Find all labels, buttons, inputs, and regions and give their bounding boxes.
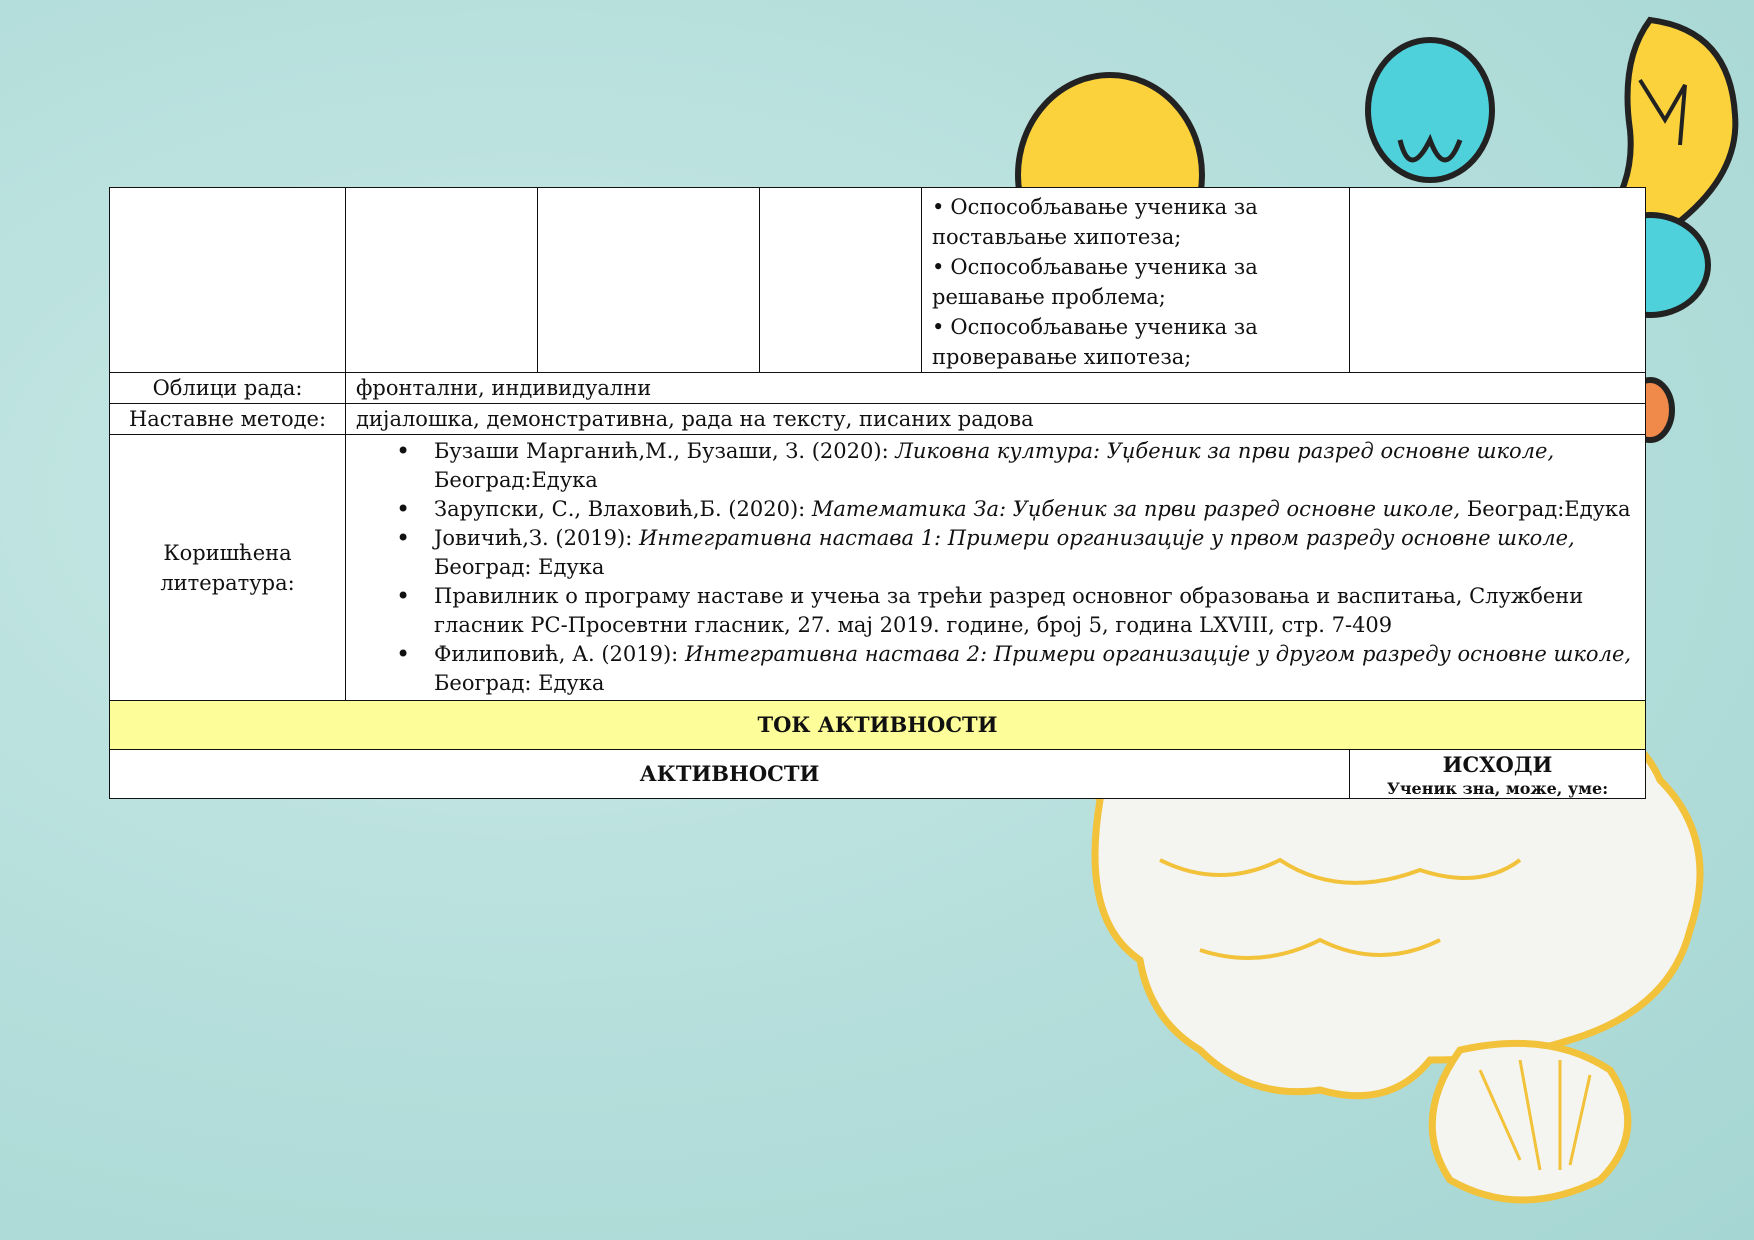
goal-item: • Оспособљавање ученика за постављање хипотеза; — [932, 195, 1258, 249]
literature-item: • Зарупски, С., Влаховић,Б. (2020): Математика За: Уџбеник за први разред основне школе, Београд:Едука — [434, 495, 1635, 524]
activities-header-row — [110, 750, 1646, 799]
literature-row — [110, 435, 1646, 701]
goals-list — [932, 188, 1339, 372]
goals-cell — [922, 188, 1350, 373]
literature-item: • Филиповић, А. (2019): Интегративна настава 2: Примери организације у другом разреду основне школе, Београд: Едука — [434, 640, 1635, 698]
empty-cell — [760, 188, 922, 373]
empty-cell — [538, 188, 760, 373]
goals-row — [110, 188, 1646, 373]
goal-item: • Оспособљавање ученика за проверавање хипотеза; — [932, 315, 1258, 369]
work-forms-label: Облици рада: — [110, 373, 346, 404]
methods-label: Наставне методе: — [110, 404, 346, 435]
literature-item: • Бузаши Марганић,М., Бузаши, З. (2020): Ликовна култура: Уџбеник за први разред основне школе, Београд:Едука — [434, 437, 1635, 495]
outcomes-subheader: Ученик зна, може, уме: — [1386, 779, 1609, 798]
outcomes-header: ИСХОДИ — [1442, 752, 1553, 777]
flow-title-row — [110, 701, 1646, 750]
cyan-bulb-icon — [1368, 40, 1492, 180]
lesson-plan-table — [109, 187, 1646, 799]
empty-cell — [346, 188, 538, 373]
empty-cell — [1350, 188, 1646, 373]
outcomes-header-cell — [1350, 750, 1646, 799]
goal-item: • Оспособљавање ученика за решавање проблема; — [932, 255, 1258, 309]
literature-list — [356, 435, 1635, 698]
methods-value: дијалошка, демонстративна, рада на тексту, писаних радова — [346, 404, 1646, 435]
literature-cell — [346, 435, 1646, 701]
literature-item: • Правилник о програму наставе и учења за трећи разред основног образовања и васпитања, Службени гласник РС-Просевтни гласник, 27. мај 2019. године, број 5, година LXVIII, стр. 7-409 — [434, 582, 1635, 640]
literature-label: Коришћена литература: — [110, 435, 346, 701]
flow-title: ТОК АКТИВНОСТИ — [110, 701, 1646, 750]
work-forms-row — [110, 373, 1646, 404]
literature-item: • Јовичић,З. (2019): Интегративна настава 1: Примери организације у првом разреду основне школе, Београд: Едука — [434, 524, 1635, 582]
activities-header: АКТИВНОСТИ — [110, 750, 1350, 799]
empty-cell — [110, 188, 346, 373]
methods-row — [110, 404, 1646, 435]
work-forms-value: фронтални, индивидуални — [346, 373, 1646, 404]
